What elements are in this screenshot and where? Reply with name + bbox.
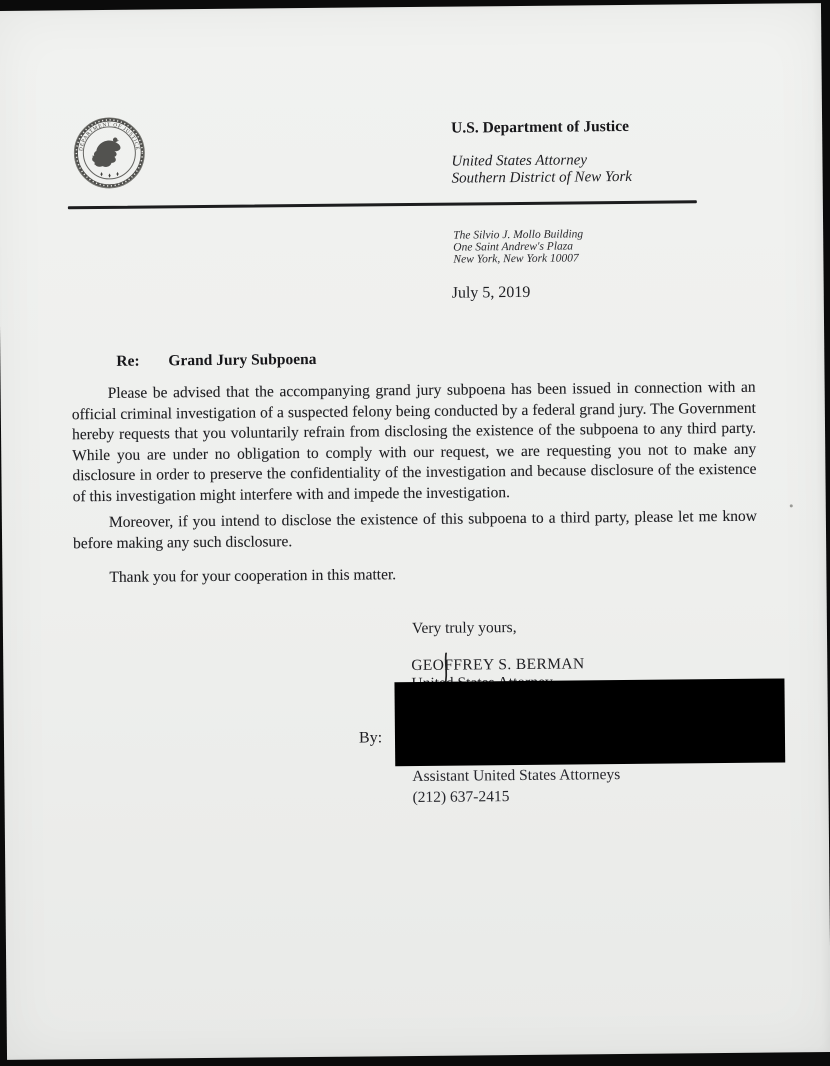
agency-name: U.S. Department of Justice [451,117,629,137]
valediction: Very truly yours, [411,619,517,638]
assistant-title: Assistant United States Attorneys [412,766,621,786]
body-paragraph-1: Please be advised that the accompanying grand jury subpoena has been issued in connection with an official criminal investigation of a suspected felony being conducted by a federal grand jury. The Government hereby requests that you voluntarily refrain from disclosing the existence of the subpoena to any third party. While you are under no obligation to comply with our request, we are requesting you not to make any disclosure in order to preserve the confidentiality of the investigation and because disclosure of the existence of this investigation might interfere with and impede the investigation. [71,378,757,506]
doj-seal-icon [72,114,147,193]
address-line-3: New York, New York 10007 [453,252,579,266]
seal-ring-text: DEPARTMENT OF JUSTICE [78,121,141,152]
redaction-box [394,678,785,766]
eagle-icon [92,138,121,168]
subject-label: Re: [116,352,140,370]
letter-page [0,3,830,1060]
office-name: United States Attorney [451,152,588,170]
letterhead-divider [68,200,697,209]
body-paragraph-3: Thank you for your cooperation in this matter. [109,566,397,586]
district-name: Southern District of New York [451,168,632,187]
seal-stars-icon [100,172,118,178]
phone-number: (212) 637-2415 [412,788,510,807]
scan-speck [790,504,793,507]
address-line-1: The Silvio J. Mollo Building [453,228,584,242]
signer-name: GEOFFREY S. BERMAN [411,655,585,675]
address-line-2: One Saint Andrew's Plaza [453,240,574,254]
by-label: By: [358,729,383,747]
letter-date: July 5, 2019 [451,283,531,302]
subject-text: Grand Jury Subpoena [168,350,317,370]
body-paragraph-2: Moreover, if you intend to disclose the existence of this subpoena to a third party, please let me know before making any such disclosure. [73,507,757,552]
